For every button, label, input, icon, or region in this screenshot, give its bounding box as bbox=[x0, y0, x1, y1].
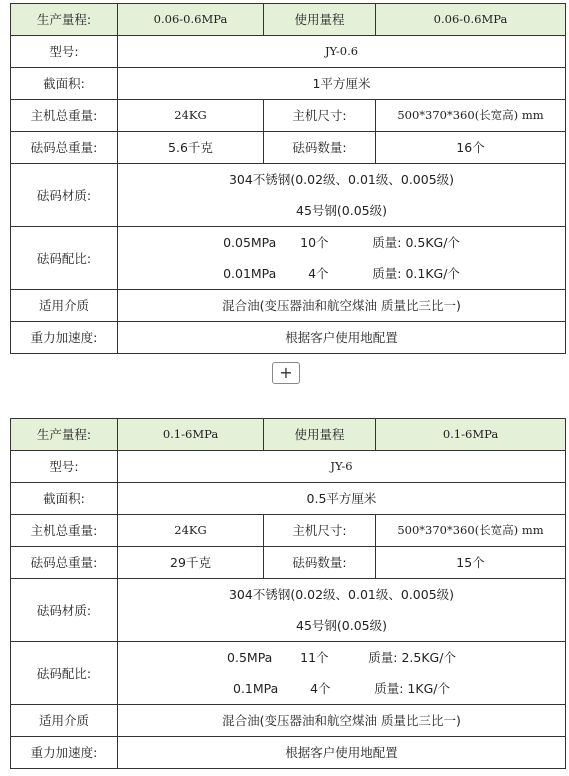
table-row bbox=[11, 451, 566, 483]
weights-count-value: 16个 bbox=[376, 132, 566, 164]
material-line-2: 45号钢(0.05级) bbox=[296, 618, 387, 633]
table-row bbox=[11, 547, 566, 579]
ratio-line-2: 0.01MPa 4个 质量: 0.1KG/个 bbox=[223, 266, 460, 281]
medium-label: 适用介质 bbox=[11, 705, 118, 737]
use-range-label: 使用量程 bbox=[264, 419, 376, 451]
weights-total-label: 砝码总重量: bbox=[11, 547, 118, 579]
table-row bbox=[11, 515, 566, 547]
size-value: 500*370*360(长宽高) mm bbox=[376, 100, 566, 132]
table-row bbox=[11, 642, 566, 705]
ratio-label: 砝码配比: bbox=[11, 227, 118, 290]
material-line-1: 304不锈钢(0.02级、0.01级、0.005级) bbox=[228, 172, 455, 187]
gravity-label: 重力加速度: bbox=[11, 737, 118, 769]
ratio-value bbox=[118, 227, 566, 290]
material-value bbox=[118, 579, 566, 642]
size-label: 主机尺寸: bbox=[264, 100, 376, 132]
material-label: 砝码材质: bbox=[11, 164, 118, 227]
range-label: 生产量程: bbox=[11, 4, 118, 36]
medium-value: 混合油(变压器油和航空煤油 质量比三比一) bbox=[118, 705, 566, 737]
table-row bbox=[11, 579, 566, 642]
table-row bbox=[11, 737, 566, 769]
table-row bbox=[11, 4, 566, 36]
gravity-label: 重力加速度: bbox=[11, 322, 118, 354]
size-value: 500*370*360(长宽高) mm bbox=[376, 515, 566, 547]
ratio-line-2: 0.1MPa 4个 质量: 1KG/个 bbox=[233, 681, 450, 696]
weight-value: 24KG bbox=[118, 100, 264, 132]
material-value bbox=[118, 164, 566, 227]
table-row bbox=[11, 419, 566, 451]
material-line-2: 45号钢(0.05级) bbox=[296, 203, 387, 218]
add-button[interactable]: + bbox=[272, 362, 300, 384]
medium-value: 混合油(变压器油和航空煤油 质量比三比一) bbox=[118, 290, 566, 322]
model-label: 型号: bbox=[11, 451, 118, 483]
material-line-1: 304不锈钢(0.02级、0.01级、0.005级) bbox=[228, 587, 455, 602]
table-row bbox=[11, 164, 566, 227]
weight-label: 主机总重量: bbox=[11, 100, 118, 132]
ratio-label: 砝码配比: bbox=[11, 642, 118, 705]
table-row bbox=[11, 100, 566, 132]
table-row bbox=[11, 132, 566, 164]
use-range-value: 0.06-0.6MPa bbox=[376, 4, 566, 36]
table-row bbox=[11, 36, 566, 68]
use-range-value: 0.1-6MPa bbox=[376, 419, 566, 451]
weights-count-label: 砝码数量: bbox=[264, 132, 376, 164]
range-value: 0.06-0.6MPa bbox=[118, 4, 264, 36]
ratio-line-1: 0.05MPa 10个 质量: 0.5KG/个 bbox=[223, 235, 460, 250]
table-row bbox=[11, 68, 566, 100]
weights-total-value: 5.6千克 bbox=[118, 132, 264, 164]
spec-table-2 bbox=[10, 418, 566, 769]
model-label: 型号: bbox=[11, 36, 118, 68]
gravity-value: 根据客户使用地配置 bbox=[118, 737, 566, 769]
table-row bbox=[11, 290, 566, 322]
gravity-value: 根据客户使用地配置 bbox=[118, 322, 566, 354]
range-label: 生产量程: bbox=[11, 419, 118, 451]
size-label: 主机尺寸: bbox=[264, 515, 376, 547]
table-row bbox=[11, 227, 566, 290]
model-value: JY-0.6 bbox=[118, 36, 566, 68]
weight-value: 24KG bbox=[118, 515, 264, 547]
use-range-label: 使用量程 bbox=[264, 4, 376, 36]
table-row bbox=[11, 705, 566, 737]
area-value: 1平方厘米 bbox=[118, 68, 566, 100]
medium-label: 适用介质 bbox=[11, 290, 118, 322]
table-row bbox=[11, 322, 566, 354]
weights-count-value: 15个 bbox=[376, 547, 566, 579]
weights-total-label: 砝码总重量: bbox=[11, 132, 118, 164]
material-label: 砝码材质: bbox=[11, 579, 118, 642]
area-label: 截面积: bbox=[11, 68, 118, 100]
model-value: JY-6 bbox=[118, 451, 566, 483]
weight-label: 主机总重量: bbox=[11, 515, 118, 547]
weights-count-label: 砝码数量: bbox=[264, 547, 376, 579]
ratio-line-1: 0.5MPa 11个 质量: 2.5KG/个 bbox=[227, 650, 456, 665]
table-row bbox=[11, 483, 566, 515]
spec-table-1 bbox=[10, 3, 566, 354]
ratio-value bbox=[118, 642, 566, 705]
area-label: 截面积: bbox=[11, 483, 118, 515]
weights-total-value: 29千克 bbox=[118, 547, 264, 579]
area-value: 0.5平方厘米 bbox=[118, 483, 566, 515]
range-value: 0.1-6MPa bbox=[118, 419, 264, 451]
